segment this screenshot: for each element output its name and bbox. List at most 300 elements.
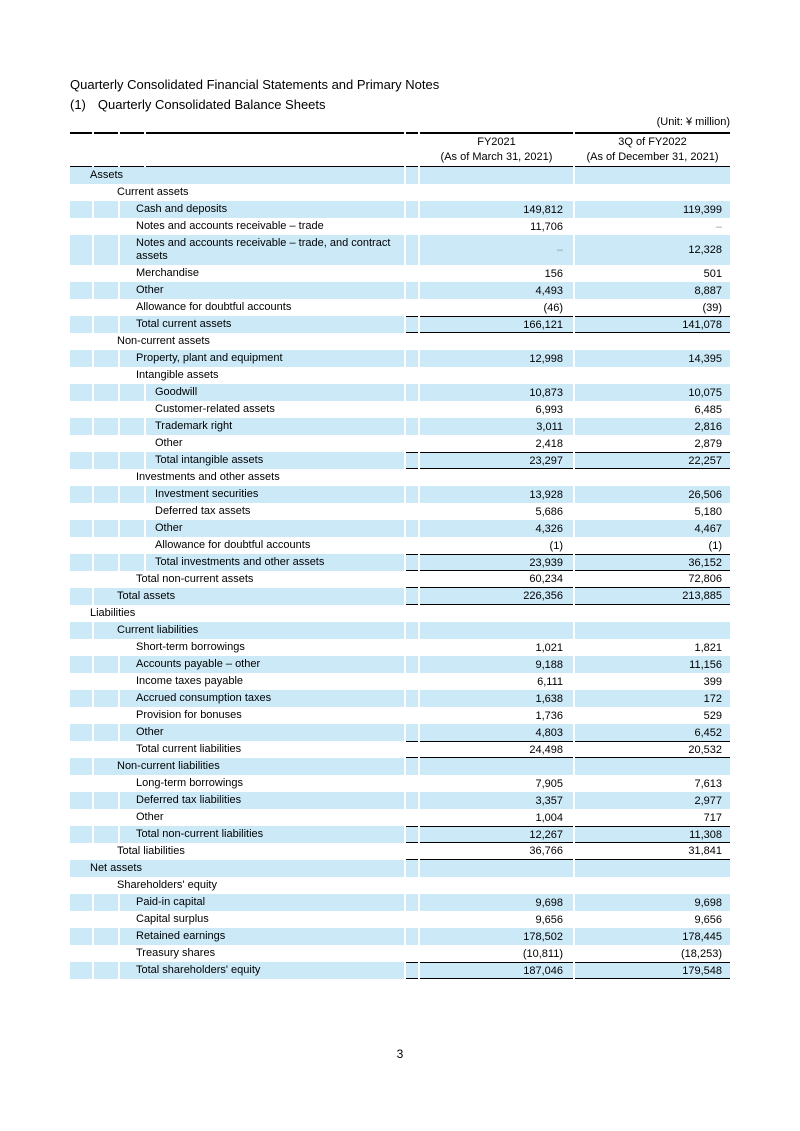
row-label: Treasury shares: [136, 947, 216, 959]
value-3q-fy2022: [575, 860, 730, 877]
value-fy2021: 3,357: [420, 792, 573, 809]
table-row: [70, 452, 730, 469]
indent-cell: [94, 469, 118, 486]
value-3q-fy2022: [575, 367, 730, 384]
value-3q-fy2022: 72,806: [575, 571, 730, 588]
row-label: Total current assets: [120, 316, 404, 333]
indent-cell: [70, 622, 92, 639]
value-fy2021: [420, 333, 573, 350]
row-label: Provision for bonuses: [136, 709, 242, 721]
value-3q-fy2022: (18,253): [681, 947, 722, 960]
value-fy2021: [420, 184, 573, 201]
page-title: Quarterly Consolidated Financial Statements and Primary Notes: [70, 77, 440, 92]
column-header-fy2021: [420, 132, 573, 167]
table-row: [70, 469, 730, 486]
value-fy2021: 9,656: [535, 913, 563, 926]
spacer-cell: [406, 235, 418, 265]
table-row: [70, 503, 730, 520]
table-row: [70, 201, 730, 218]
indent-cell: [94, 792, 118, 809]
header-spacer: [120, 132, 144, 167]
value-fy2021: 178,502: [420, 928, 573, 945]
indent-cell: [70, 775, 92, 792]
section-heading: [70, 97, 326, 112]
value-fy2021: 23,939: [420, 554, 573, 571]
value-fy2021: 1,021: [535, 641, 563, 654]
row-label: Investments and other assets: [136, 471, 280, 483]
indent-cell: [70, 690, 92, 707]
table-row: [70, 809, 730, 826]
row-label: Goodwill: [146, 384, 404, 401]
indent-cell: [120, 384, 144, 401]
indent-cell: [94, 350, 118, 367]
value-3q-fy2022: 213,885: [575, 588, 730, 605]
table-row: [70, 486, 730, 503]
unit-note: (Unit: ¥ million): [656, 116, 730, 128]
spacer-cell: [406, 333, 418, 350]
indent-cell: [120, 503, 144, 520]
column-header-line1: 3Q of FY2022: [618, 136, 687, 148]
value-fy2021: 9,698: [420, 894, 573, 911]
indent-cell: [70, 418, 92, 435]
value-3q-fy2022: 9,698: [575, 894, 730, 911]
indent-cell: [120, 520, 144, 537]
value-3q-fy2022: 2,977: [575, 792, 730, 809]
indent-cell: [70, 911, 92, 928]
value-3q-fy2022: 22,257: [575, 452, 730, 469]
indent-cell: [70, 350, 92, 367]
value-3q-fy2022: 11,156: [575, 656, 730, 673]
value-3q-fy2022: 36,152: [575, 554, 730, 571]
spacer-cell: [406, 741, 418, 758]
indent-cell: [120, 418, 144, 435]
indent-cell: [94, 384, 118, 401]
table-row: [70, 826, 730, 843]
indent-cell: [70, 673, 92, 690]
value-fy2021: 60,234: [420, 571, 573, 588]
table-row: [70, 299, 730, 316]
indent-cell: [70, 639, 92, 656]
table-row: [70, 350, 730, 367]
indent-cell: [94, 911, 118, 928]
indent-cell: [94, 826, 118, 843]
indent-cell: [70, 588, 92, 605]
indent-cell: [70, 809, 92, 826]
table-row: [70, 401, 730, 418]
table-row: [70, 333, 730, 350]
value-fy2021: 3,011: [420, 418, 573, 435]
value-3q-fy2022: 31,841: [575, 843, 730, 860]
spacer-cell: [406, 775, 418, 792]
indent-cell: [70, 724, 92, 741]
indent-cell: [94, 367, 118, 384]
indent-cell: [70, 707, 92, 724]
spacer-cell: [406, 605, 418, 622]
indent-cell: [120, 554, 144, 571]
row-label: Capital surplus: [136, 913, 209, 925]
value-fy2021: 149,812: [420, 201, 573, 218]
row-label: Income taxes payable: [136, 675, 244, 687]
value-fy2021: (10,811): [522, 947, 563, 960]
row-label: Other: [155, 437, 183, 449]
row-label: Current assets: [117, 186, 189, 198]
spacer-cell: [406, 350, 418, 367]
table-row: [70, 758, 730, 775]
indent-cell: [94, 452, 118, 469]
row-label: Shareholders' equity: [117, 879, 217, 891]
value-fy2021: [420, 758, 573, 775]
indent-cell: [120, 401, 144, 418]
table-row: [70, 894, 730, 911]
value-fy2021: (1): [549, 539, 563, 552]
row-label: Allowance for doubtful accounts: [136, 301, 292, 313]
column-header-line2: (As of March 31, 2021): [440, 151, 553, 163]
section-title: Quarterly Consolidated Balance Sheets: [97, 97, 326, 112]
spacer-cell: [406, 299, 418, 316]
table-row: [70, 235, 730, 265]
value-fy2021: 1,736: [535, 709, 563, 722]
spacer-cell: [406, 707, 418, 724]
indent-cell: [70, 486, 92, 503]
spacer-cell: [406, 826, 418, 843]
table-row: [70, 741, 730, 758]
indent-cell: [70, 452, 92, 469]
table-row: [70, 520, 730, 537]
header-spacer: [406, 132, 418, 167]
value-fy2021: (46): [543, 301, 563, 314]
table-row: [70, 843, 730, 860]
row-label: Intangible assets: [136, 369, 219, 381]
indent-cell: [94, 690, 118, 707]
row-label: Long-term borrowings: [136, 777, 243, 789]
value-3q-fy2022: 717: [703, 811, 722, 824]
spacer-cell: [406, 792, 418, 809]
row-label: Other: [146, 520, 404, 537]
table-row: [70, 945, 730, 962]
row-label: Total assets: [94, 588, 404, 605]
indent-cell: [94, 503, 118, 520]
table-row: [70, 860, 730, 877]
spacer-cell: [406, 962, 418, 979]
spacer-cell: [406, 201, 418, 218]
spacer-cell: [406, 622, 418, 639]
table-row: [70, 554, 730, 571]
value-3q-fy2022: 179,548: [575, 962, 730, 979]
spacer-cell: [406, 724, 418, 741]
indent-cell: [94, 741, 118, 758]
value-3q-fy2022: [575, 622, 730, 639]
value-fy2021: 1,638: [420, 690, 573, 707]
spacer-cell: [406, 639, 418, 656]
row-label: Total liabilities: [117, 845, 185, 857]
spacer-cell: [406, 218, 418, 235]
indent-cell: [94, 401, 118, 418]
indent-cell: [94, 571, 118, 588]
spacer-cell: [406, 503, 418, 520]
row-label: Total non-current liabilities: [120, 826, 404, 843]
spacer-cell: [406, 469, 418, 486]
row-label: Accounts payable – other: [120, 656, 404, 673]
value-3q-fy2022: 9,656: [694, 913, 722, 926]
table-row: [70, 622, 730, 639]
value-3q-fy2022: (39): [702, 301, 722, 314]
value-fy2021: –: [420, 235, 573, 265]
indent-cell: [70, 316, 92, 333]
value-fy2021: 10,873: [420, 384, 573, 401]
spacer-cell: [406, 945, 418, 962]
indent-cell: [94, 809, 118, 826]
table-row: [70, 792, 730, 809]
table-row: [70, 184, 730, 201]
indent-cell: [94, 316, 118, 333]
indent-cell: [94, 265, 118, 282]
value-3q-fy2022: 2,816: [575, 418, 730, 435]
table-row: [70, 316, 730, 333]
indent-cell: [94, 928, 118, 945]
value-fy2021: [420, 469, 573, 486]
value-fy2021: 5,686: [535, 505, 563, 518]
value-3q-fy2022: [575, 877, 730, 894]
indent-cell: [70, 282, 92, 299]
value-3q-fy2022: 11,308: [575, 826, 730, 843]
table-row: [70, 218, 730, 235]
indent-cell: [70, 469, 92, 486]
row-label: Liabilities: [90, 607, 136, 619]
column-header-line1: FY2021: [477, 136, 516, 148]
value-3q-fy2022: 2,879: [694, 437, 722, 450]
value-fy2021: 4,326: [420, 520, 573, 537]
table-row: [70, 877, 730, 894]
row-label: Property, plant and equipment: [120, 350, 404, 367]
indent-cell: [120, 486, 144, 503]
indent-cell: [94, 218, 118, 235]
row-label: Total shareholders' equity: [120, 962, 404, 979]
header-spacer: [70, 132, 92, 167]
spacer-cell: [406, 384, 418, 401]
row-label: Trademark right: [146, 418, 404, 435]
indent-cell: [94, 299, 118, 316]
table-row: [70, 265, 730, 282]
value-fy2021: 2,418: [535, 437, 563, 450]
spacer-cell: [406, 316, 418, 333]
spacer-cell: [406, 928, 418, 945]
spacer-cell: [406, 877, 418, 894]
indent-cell: [94, 707, 118, 724]
row-label: Deferred tax assets: [155, 505, 251, 517]
spacer-cell: [406, 184, 418, 201]
indent-cell: [70, 218, 92, 235]
indent-cell: [70, 299, 92, 316]
value-fy2021: 4,803: [420, 724, 573, 741]
table-row: [70, 775, 730, 792]
table-row: [70, 537, 730, 554]
indent-cell: [94, 673, 118, 690]
row-label: Total current liabilities: [136, 743, 242, 755]
spacer-cell: [406, 571, 418, 588]
value-3q-fy2022: 172: [575, 690, 730, 707]
indent-cell: [94, 435, 118, 452]
spacer-cell: [406, 452, 418, 469]
value-fy2021: [420, 605, 573, 622]
indent-cell: [70, 384, 92, 401]
table-row: [70, 639, 730, 656]
indent-cell: [94, 201, 118, 218]
table-row: [70, 167, 730, 184]
indent-cell: [70, 962, 92, 979]
value-3q-fy2022: [575, 469, 730, 486]
value-fy2021: [420, 367, 573, 384]
value-fy2021: 12,267: [420, 826, 573, 843]
value-3q-fy2022: 6,452: [575, 724, 730, 741]
indent-cell: [120, 452, 144, 469]
column-header-3q-fy2022: [575, 132, 730, 167]
value-fy2021: 4,493: [420, 282, 573, 299]
row-label: Notes and accounts receivable – trade, and contract assets: [120, 235, 404, 265]
section-number: (1): [70, 97, 86, 112]
spacer-cell: [406, 520, 418, 537]
value-3q-fy2022: (1): [708, 539, 722, 552]
indent-cell: [70, 367, 92, 384]
row-label: Allowance for doubtful accounts: [155, 539, 311, 551]
indent-cell: [94, 554, 118, 571]
value-fy2021: [420, 860, 573, 877]
table-row: [70, 962, 730, 979]
value-3q-fy2022: 7,613: [694, 777, 722, 790]
table-body: [70, 167, 730, 979]
value-fy2021: 226,356: [420, 588, 573, 605]
row-label: Short-term borrowings: [136, 641, 245, 653]
row-label: Retained earnings: [120, 928, 404, 945]
table-row: [70, 367, 730, 384]
spacer-cell: [406, 911, 418, 928]
value-fy2021: 187,046: [420, 962, 573, 979]
value-3q-fy2022: 10,075: [575, 384, 730, 401]
value-fy2021: 24,498: [420, 741, 573, 758]
value-3q-fy2022: 5,180: [694, 505, 722, 518]
row-label: Cash and deposits: [120, 201, 404, 218]
value-fy2021: 1,004: [535, 811, 563, 824]
value-3q-fy2022: 6,485: [694, 403, 722, 416]
indent-cell: [120, 435, 144, 452]
page-number: 3: [396, 1047, 404, 1061]
value-3q-fy2022: 501: [703, 267, 722, 280]
value-fy2021: 166,121: [420, 316, 573, 333]
spacer-cell: [406, 435, 418, 452]
spacer-cell: [406, 894, 418, 911]
indent-cell: [70, 877, 92, 894]
indent-cell: [120, 537, 144, 554]
indent-cell: [94, 418, 118, 435]
indent-cell: [94, 945, 118, 962]
row-label: Investment securities: [146, 486, 404, 503]
value-3q-fy2022: –: [715, 220, 722, 233]
header-spacer: [146, 132, 404, 167]
column-header-line2: (As of December 31, 2021): [586, 151, 719, 163]
indent-cell: [70, 201, 92, 218]
indent-cell: [70, 333, 92, 350]
row-label: Current liabilities: [94, 622, 404, 639]
indent-cell: [94, 894, 118, 911]
value-3q-fy2022: 26,506: [575, 486, 730, 503]
table-row: [70, 418, 730, 435]
spacer-cell: [406, 860, 418, 877]
value-3q-fy2022: 399: [703, 675, 722, 688]
spacer-cell: [406, 282, 418, 299]
value-fy2021: [420, 622, 573, 639]
value-3q-fy2022: [575, 605, 730, 622]
row-label: Deferred tax liabilities: [120, 792, 404, 809]
indent-cell: [70, 843, 92, 860]
value-3q-fy2022: 1,821: [694, 641, 722, 654]
spacer-cell: [406, 809, 418, 826]
value-fy2021: 6,993: [535, 403, 563, 416]
indent-cell: [94, 962, 118, 979]
value-fy2021: 9,188: [420, 656, 573, 673]
row-label: Non-current assets: [117, 335, 210, 347]
spacer-cell: [406, 690, 418, 707]
indent-cell: [70, 235, 92, 265]
table-row: [70, 673, 730, 690]
value-fy2021: 36,766: [420, 843, 573, 860]
spacer-cell: [406, 537, 418, 554]
value-3q-fy2022: 8,887: [575, 282, 730, 299]
value-3q-fy2022: [575, 758, 730, 775]
indent-cell: [70, 184, 92, 201]
spacer-cell: [406, 401, 418, 418]
indent-cell: [94, 537, 118, 554]
spacer-cell: [406, 486, 418, 503]
indent-cell: [70, 792, 92, 809]
spacer-cell: [406, 554, 418, 571]
value-fy2021: 12,998: [420, 350, 573, 367]
value-3q-fy2022: 178,445: [575, 928, 730, 945]
value-3q-fy2022: 12,328: [575, 235, 730, 265]
spacer-cell: [406, 758, 418, 775]
table-row: [70, 690, 730, 707]
value-3q-fy2022: 529: [703, 709, 722, 722]
spacer-cell: [406, 265, 418, 282]
table-row: [70, 588, 730, 605]
row-label: Total investments and other assets: [146, 554, 404, 571]
row-label: Customer-related assets: [155, 403, 275, 415]
value-fy2021: [420, 167, 573, 184]
spacer-cell: [406, 588, 418, 605]
indent-cell: [94, 486, 118, 503]
row-label: Notes and accounts receivable – trade: [136, 220, 324, 232]
indent-cell: [70, 265, 92, 282]
value-fy2021: 7,905: [535, 777, 563, 790]
table-row: [70, 384, 730, 401]
table-header-row: [70, 132, 730, 167]
spacer-cell: [406, 167, 418, 184]
table-row: [70, 605, 730, 622]
row-label: Accrued consumption taxes: [120, 690, 404, 707]
value-3q-fy2022: [575, 167, 730, 184]
row-label: Paid-in capital: [120, 894, 404, 911]
indent-cell: [70, 554, 92, 571]
row-label: Other: [136, 811, 164, 823]
indent-cell: [70, 520, 92, 537]
row-label: Other: [120, 282, 404, 299]
indent-cell: [70, 894, 92, 911]
indent-cell: [70, 656, 92, 673]
value-3q-fy2022: 14,395: [575, 350, 730, 367]
indent-cell: [70, 741, 92, 758]
header-spacer: [94, 132, 118, 167]
row-label: Total intangible assets: [146, 452, 404, 469]
indent-cell: [70, 928, 92, 945]
spacer-cell: [406, 673, 418, 690]
